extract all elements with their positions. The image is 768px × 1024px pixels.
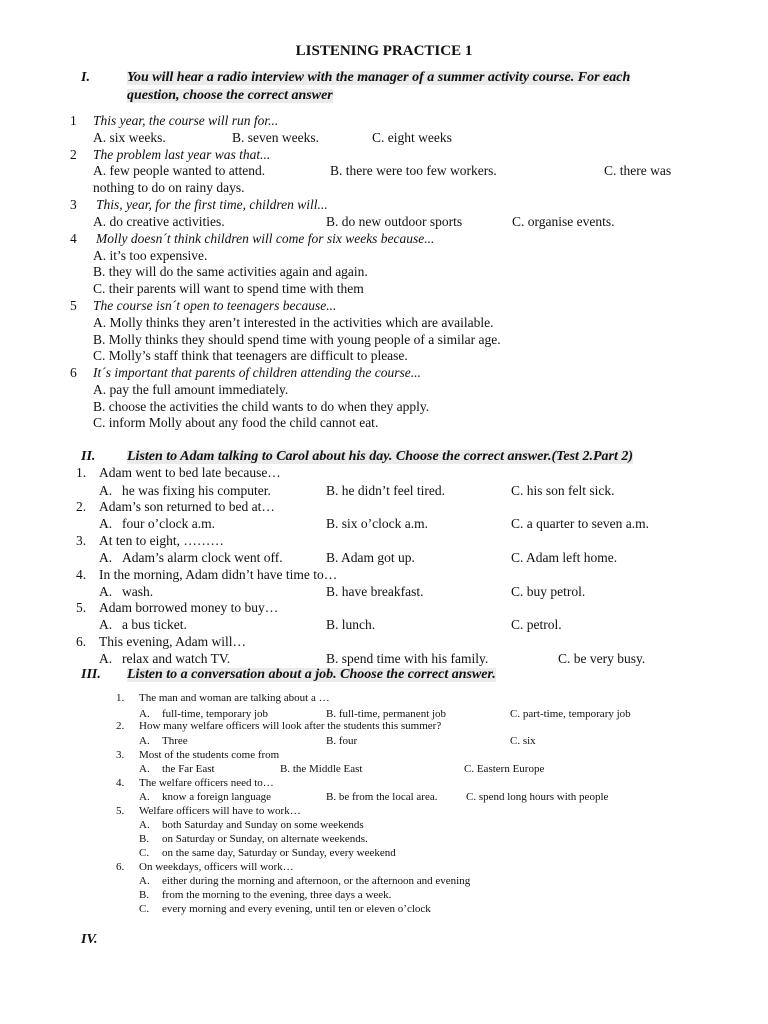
- s3-q5-text: Welfare officers will have to work…: [139, 805, 301, 817]
- s2-q1-option-b: B. he didn’t feel tired.: [326, 483, 445, 498]
- s1-q3-number: 3: [70, 197, 77, 212]
- s2-q1-option-a: he was fixing his computer.: [122, 483, 271, 498]
- s2-q3-option-a: Adam’s alarm clock went off.: [122, 550, 283, 565]
- s2-q3-option-a-letter: A.: [99, 550, 113, 565]
- s1-q2-option-c: C. there was: [604, 163, 672, 178]
- s2-q3-number: 3.: [76, 533, 87, 548]
- s3-q6-option-b: from the morning to the evening, three days a week.: [162, 889, 392, 901]
- s1-q4-option-b: B. they will do the same activities again and again.: [93, 264, 368, 279]
- s3-q4-text: The welfare officers need to…: [139, 777, 274, 789]
- s2-q5-option-a-letter: A.: [99, 617, 113, 632]
- s1-q1-option-b: B. seven weeks.: [232, 130, 319, 145]
- s3-q4-option-a: know a foreign language: [162, 791, 272, 803]
- s2-q6-option-a: relax and watch TV.: [122, 651, 231, 666]
- s3-q6-text: On weekdays, officers will work…: [139, 861, 294, 873]
- s1-q3-text: This, year, for the first time, children will...: [96, 197, 328, 212]
- s2-q4-text: In the morning, Adam didn’t have time to…: [99, 567, 338, 582]
- s1-q5-option-a: A. Molly thinks they aren’t interested in the activities which are available.: [93, 315, 494, 330]
- s3-q6-option-a-letter: A.: [139, 875, 150, 887]
- s3-q3-option-c: C. Eastern Europe: [464, 763, 545, 775]
- s3-q5-option-b: on Saturday or Sunday, on alternate weekends.: [162, 833, 368, 845]
- s2-q3-option-b: B. Adam got up.: [326, 550, 415, 565]
- s1-q5-text: The course isn´t open to teenagers because...: [93, 298, 337, 313]
- s2-q5-option-c: C. petrol.: [511, 617, 562, 632]
- s1-q6-option-a: A. pay the full amount immediately.: [93, 382, 289, 397]
- s3-q6-number: 6.: [116, 861, 125, 873]
- s2-q2-option-b: B. six o’clock a.m.: [326, 516, 428, 531]
- s2-q3-option-c: C. Adam left home.: [511, 550, 618, 565]
- s3-q3-option-a: the Far East: [162, 763, 215, 775]
- s2-q5-text: Adam borrowed money to buy…: [99, 600, 279, 615]
- s2-q1-option-c: C. his son felt sick.: [511, 483, 615, 498]
- s2-q1-option-a-letter: A.: [99, 483, 113, 498]
- s3-q3-number: 3.: [116, 749, 125, 761]
- s1-q3-option-a: A. do creative activities.: [93, 214, 225, 229]
- s2-q2-option-c: C. a quarter to seven a.m.: [511, 516, 649, 531]
- s3-q2-option-c: C. six: [510, 735, 536, 747]
- section-2-instruction: Listen to Adam talking to Carol about his day. Choose the correct answer.(Test 2.Part 2): [127, 449, 633, 464]
- section-3-instruction: Listen to a conversation about a job. Choose the correct answer.: [127, 667, 496, 682]
- s3-q6-option-a: either during the morning and afternoon, or the afternoon and evening: [162, 875, 471, 887]
- s3-q3-option-b: B. the Middle East: [280, 763, 363, 775]
- s1-q5-number: 5: [70, 298, 77, 313]
- s1-q6-option-b: B. choose the activities the child wants to do when they apply.: [93, 399, 430, 414]
- s2-q4-option-a: wash.: [122, 584, 154, 599]
- s2-q1-number: 1.: [76, 465, 87, 480]
- s3-q1-option-a-letter: A.: [139, 708, 150, 720]
- s1-q2-text: The problem last year was that...: [93, 147, 271, 162]
- s3-q2-option-b: B. four: [326, 735, 358, 747]
- s3-q5-option-b-letter: B.: [139, 833, 150, 845]
- s3-q5-option-a-letter: A.: [139, 819, 150, 831]
- s3-q1-text: The man and woman are talking about a …: [139, 692, 330, 704]
- section-2-number: II.: [81, 449, 96, 464]
- s3-q4-number: 4.: [116, 777, 125, 789]
- s1-q2-option-c-continued: nothing to do on rainy days.: [93, 180, 245, 195]
- s2-q4-number: 4.: [76, 567, 87, 582]
- s2-q6-option-a-letter: A.: [99, 651, 113, 666]
- s1-q2-option-b: B. there were too few workers.: [330, 163, 497, 178]
- s2-q2-option-a-letter: A.: [99, 516, 113, 531]
- s3-q1-option-c: C. part-time, temporary job: [510, 708, 631, 720]
- s2-q6-option-b: B. spend time with his family.: [326, 651, 489, 666]
- s3-q6-option-c: every morning and every evening, until ten or eleven o’clock: [162, 903, 431, 915]
- s1-q2-option-a: A. few people wanted to attend.: [93, 163, 266, 178]
- s2-q5-option-b: B. lunch.: [326, 617, 376, 632]
- s2-q1-text: Adam went to bed late because…: [99, 465, 281, 480]
- s1-q1-number: 1: [70, 113, 77, 128]
- s2-q2-option-a: four o’clock a.m.: [122, 516, 215, 531]
- s3-q2-number: 2.: [116, 720, 125, 732]
- s3-q2-option-a-letter: A.: [139, 735, 150, 747]
- s1-q2-number: 2: [70, 147, 77, 162]
- s2-q4-option-a-letter: A.: [99, 584, 113, 599]
- s3-q4-option-a-letter: A.: [139, 791, 150, 803]
- s1-q5-option-c: C. Molly’s staff think that teenagers are difficult to please.: [93, 348, 408, 363]
- s3-q5-option-c-letter: C.: [139, 847, 150, 859]
- s2-q6-option-c: C. be very busy.: [558, 651, 646, 666]
- s1-q1-option-a: A. six weeks.: [93, 130, 166, 145]
- s2-q5-number: 5.: [76, 600, 87, 615]
- s1-q4-option-c: C. their parents will want to spend time with them: [93, 281, 364, 296]
- s3-q1-option-a: full-time, temporary job: [162, 708, 268, 720]
- section-1-instruction-line-2: question, choose the correct answer: [127, 88, 333, 103]
- s1-q6-text: It´s important that parents of children attending the course...: [93, 365, 421, 380]
- section-1-instruction-line-1: You will hear a radio interview with the manager of a summer activity course. For each: [127, 70, 631, 85]
- section-3-number: III.: [81, 667, 101, 682]
- s2-q2-number: 2.: [76, 499, 87, 514]
- s1-q4-option-a: A. it’s too expensive.: [93, 248, 208, 263]
- page-title: LISTENING PRACTICE 1: [295, 43, 473, 59]
- s1-q3-option-b: B. do new outdoor sports: [326, 214, 463, 229]
- s3-q4-option-b: B. be from the local area.: [326, 791, 438, 803]
- s3-q3-text: Most of the students come from: [139, 749, 280, 761]
- s3-q5-number: 5.: [116, 805, 125, 817]
- s1-q6-number: 6: [70, 365, 77, 380]
- s1-q4-number: 4: [70, 231, 77, 246]
- s3-q6-option-c-letter: C.: [139, 903, 150, 915]
- s3-q4-option-c: C. spend long hours with people: [466, 791, 609, 803]
- s3-q1-option-b: B. full-time, permanent job: [326, 708, 447, 720]
- s3-q5-option-a: both Saturday and Sunday on some weekends: [162, 819, 364, 831]
- s3-q3-option-a-letter: A.: [139, 763, 150, 775]
- s1-q5-option-b: B. Molly thinks they should spend time with young people of a similar age.: [93, 332, 501, 347]
- s3-q5-option-c: on the same day, Saturday or Sunday, every weekend: [162, 847, 396, 859]
- s2-q6-number: 6.: [76, 634, 87, 649]
- s2-q5-option-a: a bus ticket.: [122, 617, 187, 632]
- s3-q6-option-b-letter: B.: [139, 889, 150, 901]
- s3-q2-option-a: Three: [162, 735, 188, 747]
- s2-q6-text: This evening, Adam will…: [99, 634, 246, 649]
- s2-q3-text: At ten to eight, ………: [99, 533, 224, 548]
- section-4-number: IV.: [81, 932, 98, 947]
- s1-q6-option-c: C. inform Molly about any food the child cannot eat.: [93, 415, 379, 430]
- s2-q4-option-c: C. buy petrol.: [511, 584, 586, 599]
- s1-q1-option-c: C. eight weeks: [372, 130, 452, 145]
- s1-q3-option-c: C. organise events.: [512, 214, 615, 229]
- s3-q1-number: 1.: [116, 692, 125, 704]
- s1-q4-text: Molly doesn´t think children will come for six weeks because...: [96, 231, 435, 246]
- s3-q2-text: How many welfare officers will look after the students this summer?: [139, 720, 442, 732]
- s2-q4-option-b: B. have breakfast.: [326, 584, 424, 599]
- s1-q1-text: This year, the course will run for...: [93, 113, 279, 128]
- section-1-number: I.: [81, 70, 90, 85]
- s2-q2-text: Adam’s son returned to bed at…: [99, 499, 275, 514]
